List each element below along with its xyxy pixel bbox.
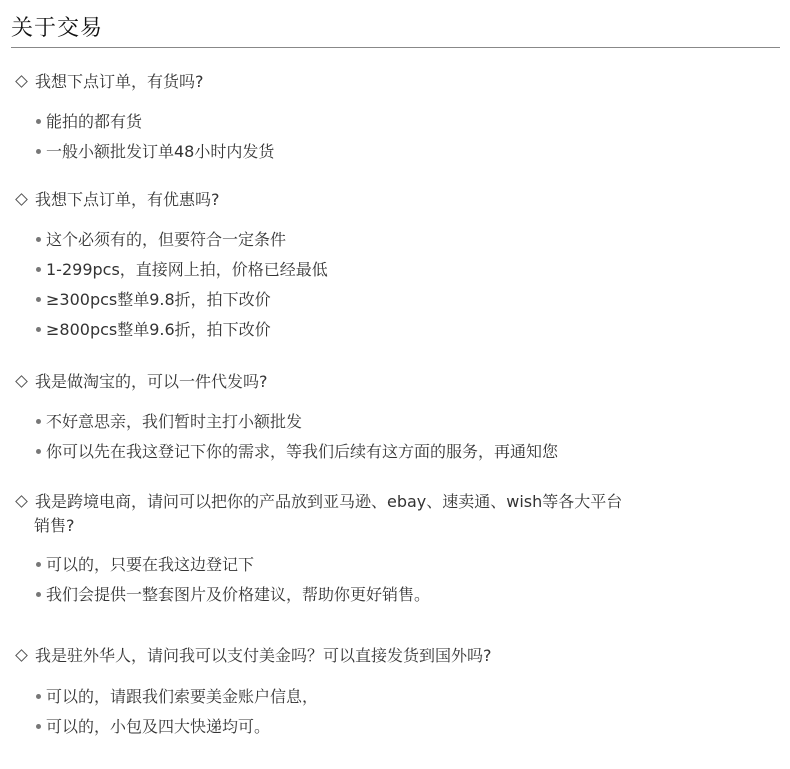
bullet-icon [36,562,41,567]
faq-answer: 能拍的都有货 [36,110,142,134]
bullet-icon [36,237,41,242]
page-title: 关于交易 [11,16,104,41]
bullet-icon [36,119,41,124]
faq-answer: 可以的，只要在我这边登记下 [36,553,254,577]
bullet-icon [36,724,41,729]
bullet-icon [36,327,41,332]
bullet-icon [36,449,41,454]
faq-answer: 可以的，小包及四大快递均可。 [36,715,270,739]
diamond-icon [15,649,28,662]
faq-answer: ≥800pcs整单9.6折，拍下改价 [36,318,271,342]
faq-answer: ≥300pcs整单9.8折，拍下改价 [36,288,271,312]
bullet-icon [36,419,41,424]
bullet-icon [36,694,41,699]
diamond-icon [15,495,28,508]
title-divider [11,47,780,48]
bullet-icon [36,592,41,597]
faq-answer: 我们会提供一整套图片及价格建议，帮助你更好销售。 [36,583,430,607]
diamond-icon [15,375,28,388]
faq-question: 我想下点订单，有优惠吗? [16,188,716,212]
faq-answer: 你可以先在我这登记下你的需求，等我们后续有这方面的服务，再通知您 [36,440,558,464]
faq-answer: 一般小额批发订单48小时内发货 [36,140,274,164]
faq-answer: 这个必须有的，但要符合一定条件 [36,228,286,252]
bullet-icon [36,297,41,302]
faq-answer: 可以的，请跟我们索要美金账户信息， [36,685,318,709]
diamond-icon [15,75,28,88]
faq-question: 我是做淘宝的，可以一件代发吗? [16,370,716,394]
faq-question: 我想下点订单，有货吗? [16,70,716,94]
faq-answer: 1-299pcs，直接网上拍，价格已经最低 [36,258,328,282]
bullet-icon [36,149,41,154]
faq-question: 我是跨境电商，请问可以把你的产品放到亚马逊、ebay、速卖通、wish等各大平台 销售? [16,490,716,538]
faq-answer: 不好意思亲，我们暂时主打小额批发 [36,410,302,434]
bullet-icon [36,267,41,272]
diamond-icon [15,193,28,206]
faq-question: 我是驻外华人，请问我可以支付美金吗？可以直接发货到国外吗? [16,644,716,668]
